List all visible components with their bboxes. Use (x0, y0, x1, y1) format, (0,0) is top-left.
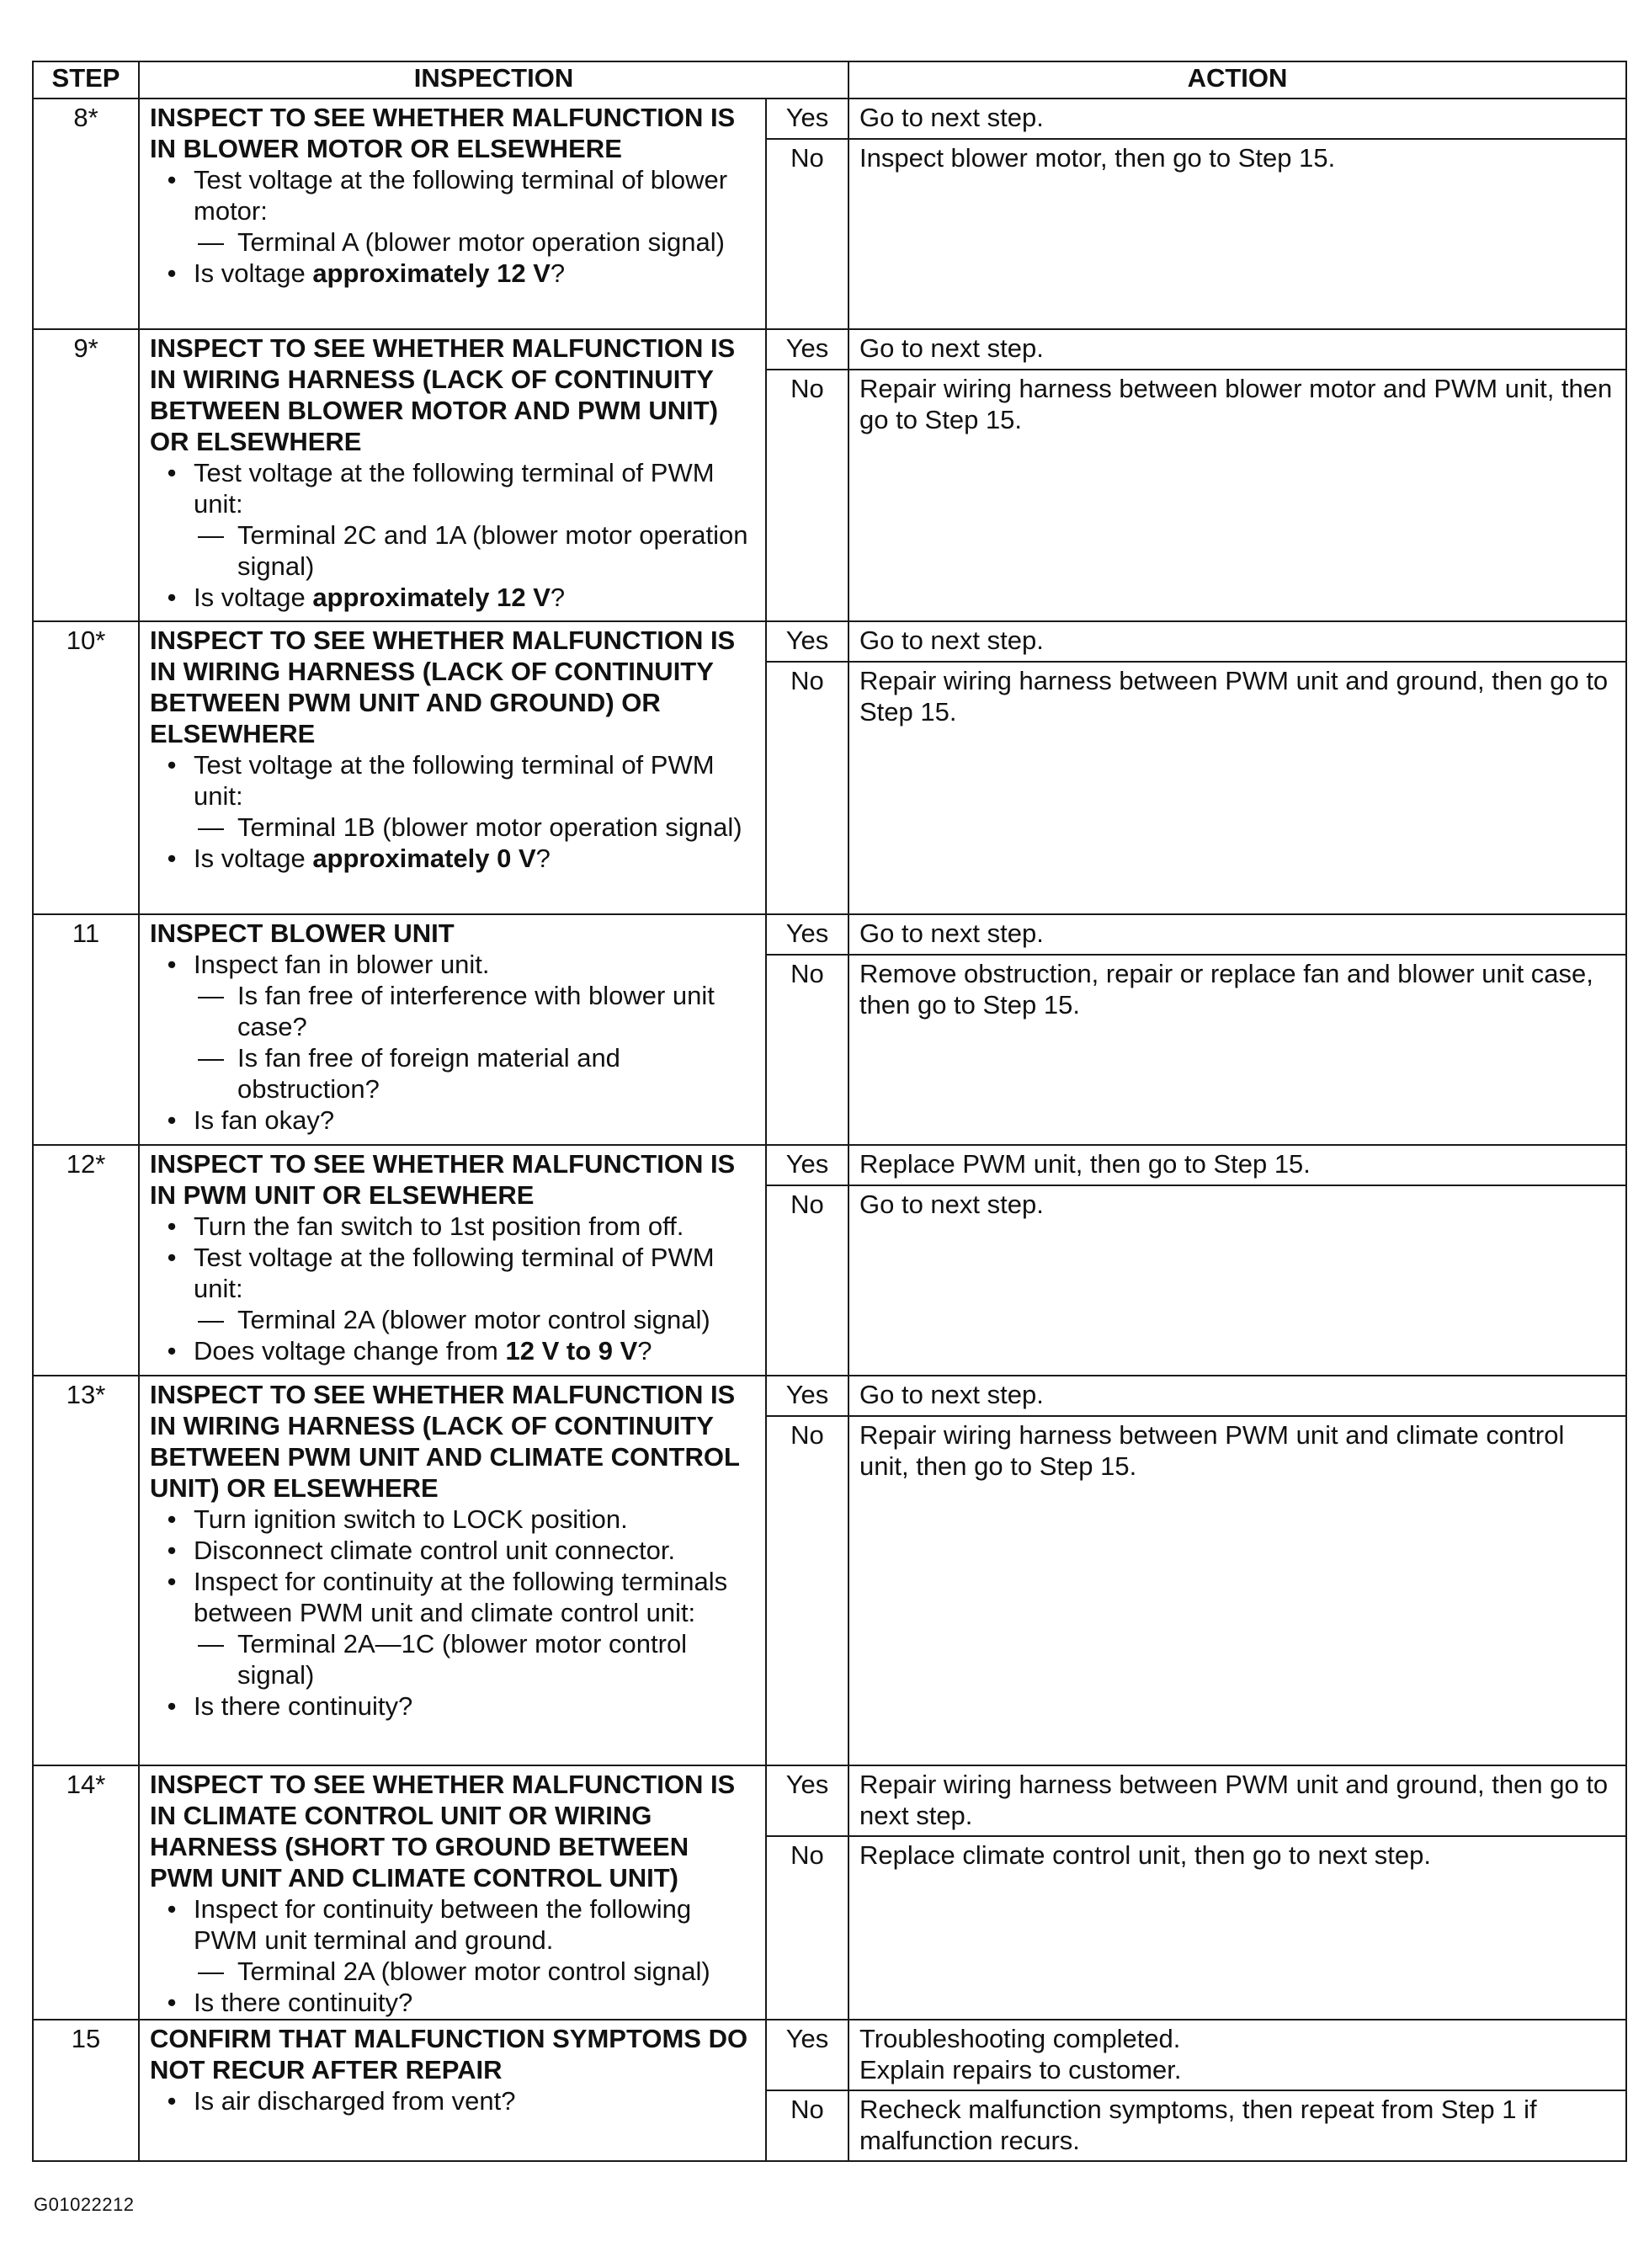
bullet-list (150, 2085, 757, 2116)
bullet-suffix: ? (535, 844, 551, 873)
bullet-text: Inspect for continuity between the following PWM unit terminal and ground. (194, 1894, 692, 1955)
bullet-icon: • (167, 1336, 177, 1366)
bullet-icon: • (167, 1105, 177, 1135)
bullet-emphasis: approximately 0 V (312, 844, 536, 873)
sub-item-text: Terminal A (blower motor operation signal) (237, 227, 725, 257)
no-action: Repair wiring harness between PWM unit and ground, then go to Step 15. (848, 662, 1626, 914)
bullet-item (167, 1242, 757, 1304)
yes-label: Yes (766, 1765, 848, 1836)
inspection-title: INSPECT TO SEE WHETHER MALFUNCTION IS IN WIRING HARNESS (LACK OF CONTINUITY BETWEEN BLOWER MOTOR AND PWM UNIT) OR ELSEWHERE (150, 333, 736, 456)
yes-label: Yes (766, 1376, 848, 1416)
bullet-icon: • (167, 1567, 177, 1596)
bullet-text: Inspect for continuity at the following terminals between PWM unit and climate control unit: (194, 1567, 728, 1627)
yes-action: Go to next step. (848, 621, 1626, 662)
dash-icon: — (198, 520, 224, 550)
bullet-suffix: ? (637, 1336, 652, 1366)
bullet-item (167, 1211, 757, 1242)
sub-item (194, 226, 757, 258)
yes-action: Replace PWM unit, then go to Step 15. (848, 1145, 1626, 1185)
bullet-item (167, 949, 757, 980)
header-action: ACTION (848, 61, 1626, 98)
dash-icon: — (198, 1305, 224, 1334)
bullet-icon: • (167, 1243, 177, 1272)
dash-icon: — (198, 1043, 224, 1073)
inspection-title: INSPECT BLOWER UNIT (150, 918, 455, 948)
bullet-text: Disconnect climate control unit connector. (194, 1536, 676, 1565)
bullet-list (150, 1211, 757, 1366)
dash-icon: — (198, 1957, 224, 1986)
step-number: 8* (33, 98, 139, 329)
bullet-text: Test voltage at the following terminal of PWM unit: (194, 458, 715, 519)
no-label: No (766, 955, 848, 1145)
bullet-icon: • (167, 1211, 177, 1241)
sub-item (194, 1042, 757, 1105)
bullet-suffix: ? (550, 258, 566, 288)
bullet-icon: • (167, 1504, 177, 1534)
bullet-item (167, 2085, 757, 2116)
yes-action: Troubleshooting completed. Explain repairs to customer. (848, 2020, 1626, 2090)
figure-code: G01022212 (34, 2194, 135, 2215)
step-number: 9* (33, 329, 139, 621)
sub-item-text: Terminal 2C and 1A (blower motor operation signal) (237, 520, 748, 581)
bullet-item (167, 1690, 757, 1722)
yes-label: Yes (766, 98, 848, 139)
table-row (33, 98, 1626, 139)
table-row (33, 1376, 1626, 1416)
no-action: Go to next step. (848, 1185, 1626, 1376)
table-row (33, 1765, 1626, 1836)
sub-item-text: Is fan free of interference with blower unit case? (237, 981, 715, 1041)
table-body (33, 98, 1626, 2161)
sub-item-text: Terminal 2A (blower motor control signal) (237, 1305, 710, 1334)
sub-item (194, 1956, 757, 1987)
step-number: 10* (33, 621, 139, 914)
no-action: Replace climate control unit, then go to next step. (848, 1836, 1626, 2020)
bullet-emphasis: 12 V to 9 V (505, 1336, 638, 1366)
bullet-text: Does voltage change from (194, 1336, 506, 1366)
bullet-list (150, 1893, 757, 2018)
bullet-suffix: ? (550, 583, 566, 612)
yes-action: Go to next step. (848, 98, 1626, 139)
no-label: No (766, 370, 848, 621)
inspection-title: CONFIRM THAT MALFUNCTION SYMPTOMS DO NOT RECUR AFTER REPAIR (150, 2024, 748, 2084)
no-label: No (766, 662, 848, 914)
inspection-cell (139, 98, 766, 329)
sub-item (194, 1628, 757, 1690)
inspection-title: INSPECT TO SEE WHETHER MALFUNCTION IS IN BLOWER MOTOR OR ELSEWHERE (150, 103, 736, 163)
bullet-list (150, 457, 757, 613)
step-number: 15 (33, 2020, 139, 2161)
bullet-icon: • (167, 1536, 177, 1565)
sub-item-text: Terminal 2A—1C (blower motor control signal) (237, 1629, 688, 1690)
bullet-text: Test voltage at the following terminal of PWM unit: (194, 750, 715, 811)
bullet-text: Is fan okay? (194, 1105, 335, 1135)
bullet-list (150, 949, 757, 1136)
inspection-cell (139, 914, 766, 1145)
sub-item-text: Terminal 2A (blower motor control signal) (237, 1957, 710, 1986)
table-row (33, 914, 1626, 955)
bullet-item (167, 1504, 757, 1535)
bullet-icon: • (167, 844, 177, 873)
bullet-item (167, 1105, 757, 1136)
inspection-cell (139, 2020, 766, 2161)
troubleshooting-table (32, 61, 1627, 2162)
bullet-text: Is voltage (194, 583, 313, 612)
no-label: No (766, 1416, 848, 1765)
table-row (33, 329, 1626, 370)
no-action: Recheck malfunction symptoms, then repeat from Step 1 if malfunction recurs. (848, 2090, 1626, 2161)
bullet-icon: • (167, 258, 177, 288)
header-step: STEP (33, 61, 139, 98)
yes-label: Yes (766, 2020, 848, 2090)
inspection-title: INSPECT TO SEE WHETHER MALFUNCTION IS IN PWM UNIT OR ELSEWHERE (150, 1149, 736, 1210)
step-number: 14* (33, 1765, 139, 2020)
no-label: No (766, 1836, 848, 2020)
yes-label: Yes (766, 914, 848, 955)
bullet-item (167, 1987, 757, 2018)
bullet-item (167, 1335, 757, 1366)
inspection-cell (139, 1765, 766, 2020)
inspection-title: INSPECT TO SEE WHETHER MALFUNCTION IS IN CLIMATE CONTROL UNIT OR WIRING HARNESS (SHORT TO GROUND BETWEEN PWM UNIT AND CLIMATE CONTROL UNIT) (150, 1770, 736, 1893)
inspection-title: INSPECT TO SEE WHETHER MALFUNCTION IS IN WIRING HARNESS (LACK OF CONTINUITY BETWEEN PWM UNIT AND GROUND) OR ELSEWHERE (150, 626, 736, 748)
bullet-icon: • (167, 950, 177, 979)
bullet-list (150, 749, 757, 874)
sub-item-text: Is fan free of foreign material and obstruction? (237, 1043, 620, 1104)
inspection-cell (139, 621, 766, 914)
bullet-emphasis: approximately 12 V (312, 583, 551, 612)
dash-icon: — (198, 812, 224, 842)
bullet-item (167, 1535, 757, 1566)
step-number: 12* (33, 1145, 139, 1376)
yes-action: Go to next step. (848, 329, 1626, 370)
yes-label: Yes (766, 1145, 848, 1185)
bullet-icon: • (167, 750, 177, 780)
yes-label: Yes (766, 329, 848, 370)
no-label: No (766, 139, 848, 329)
header-inspection: INSPECTION (139, 61, 848, 98)
sub-item (194, 980, 757, 1042)
no-action: Remove obstruction, repair or replace fan and blower unit case, then go to Step 15. (848, 955, 1626, 1145)
bullet-item (167, 258, 757, 289)
bullet-icon: • (167, 1894, 177, 1924)
no-action: Repair wiring harness between PWM unit and climate control unit, then go to Step 15. (848, 1416, 1626, 1765)
bullet-list (150, 1504, 757, 1722)
yes-label: Yes (766, 621, 848, 662)
dash-icon: — (198, 227, 224, 257)
no-label: No (766, 1185, 848, 1376)
troubleshooting-sheet (32, 61, 1625, 2162)
table-row (33, 2020, 1626, 2090)
bullet-text: Test voltage at the following terminal of blower motor: (194, 165, 728, 226)
inspection-cell (139, 1376, 766, 1765)
inspection-cell (139, 329, 766, 621)
sub-item (194, 812, 757, 843)
bullet-text: Is air discharged from vent? (194, 2086, 516, 2116)
bullet-item (167, 1566, 757, 1628)
bullet-item (167, 1893, 757, 1956)
table-header-row (33, 61, 1626, 98)
step-number: 11 (33, 914, 139, 1145)
bullet-text: Is there continuity? (194, 1691, 413, 1721)
bullet-text: Turn the fan switch to 1st position from off. (194, 1211, 684, 1241)
step-number: 13* (33, 1376, 139, 1765)
bullet-item (167, 749, 757, 812)
yes-action: Repair wiring harness between PWM unit and ground, then go to next step. (848, 1765, 1626, 1836)
bullet-icon: • (167, 165, 177, 194)
bullet-text: Is voltage (194, 258, 313, 288)
bullet-text: Test voltage at the following terminal of PWM unit: (194, 1243, 715, 1303)
no-action: Repair wiring harness between blower motor and PWM unit, then go to Step 15. (848, 370, 1626, 621)
no-label: No (766, 2090, 848, 2161)
bullet-icon: • (167, 1988, 177, 2017)
inspection-title: INSPECT TO SEE WHETHER MALFUNCTION IS IN WIRING HARNESS (LACK OF CONTINUITY BETWEEN PWM UNIT AND CLIMATE CONTROL UNIT) OR ELSEWHERE (150, 1380, 740, 1503)
bullet-emphasis: approximately 12 V (312, 258, 551, 288)
bullet-icon: • (167, 2086, 177, 2116)
bullet-item (167, 164, 757, 226)
bullet-text: Is there continuity? (194, 1988, 413, 2017)
sub-item (194, 519, 757, 582)
bullet-icon: • (167, 1691, 177, 1721)
bullet-icon: • (167, 583, 177, 612)
sub-item-text: Terminal 1B (blower motor operation signal) (237, 812, 742, 842)
no-action: Inspect blower motor, then go to Step 15. (848, 139, 1626, 329)
bullet-list (150, 164, 757, 289)
bullet-item (167, 843, 757, 874)
dash-icon: — (198, 981, 224, 1010)
bullet-item (167, 582, 757, 613)
yes-action: Go to next step. (848, 1376, 1626, 1416)
dash-icon: — (198, 1629, 224, 1658)
table-row (33, 621, 1626, 662)
table-row (33, 1145, 1626, 1185)
sub-item (194, 1304, 757, 1335)
bullet-item (167, 457, 757, 519)
inspection-cell (139, 1145, 766, 1376)
bullet-text: Turn ignition switch to LOCK position. (194, 1504, 628, 1534)
bullet-text: Is voltage (194, 844, 313, 873)
bullet-text: Inspect fan in blower unit. (194, 950, 490, 979)
yes-action: Go to next step. (848, 914, 1626, 955)
bullet-icon: • (167, 458, 177, 487)
